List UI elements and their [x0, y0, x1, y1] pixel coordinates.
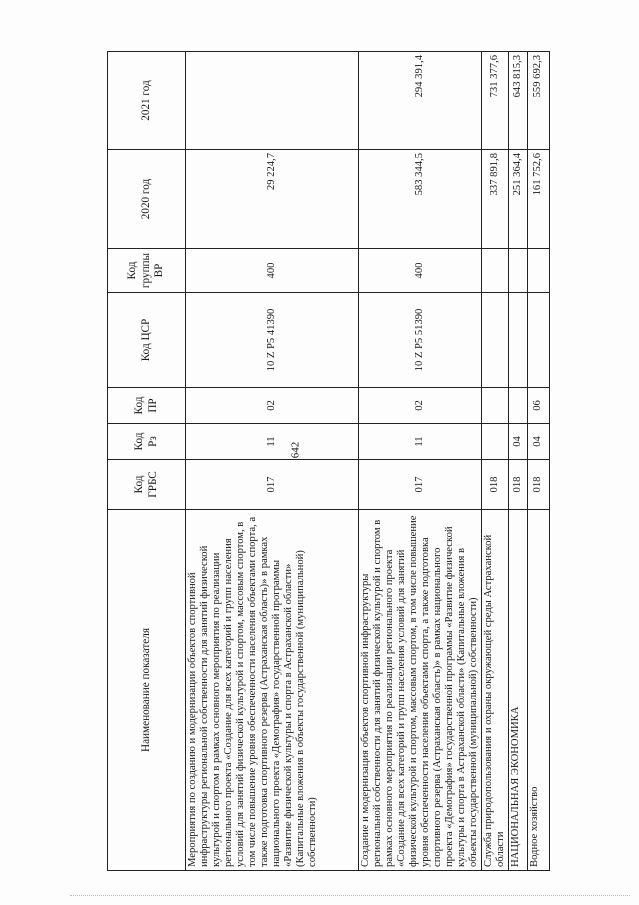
row-vr [481, 249, 508, 293]
page-number: 642 [289, 441, 302, 459]
row-csr [481, 293, 508, 388]
budget-table [107, 51, 550, 871]
row-rz: 11 [186, 424, 359, 460]
row-grbs: 017 [186, 460, 359, 510]
row-2020: 29 224,7 [186, 150, 359, 249]
row-2021: 559 692,3 [527, 52, 549, 150]
row-name: Создание и модернизация объектов спортивной инфраструктуры региональной собственности для занятий физической культурой и спортом в рамках основного мероприятия по реализации регионального проекта «Создание для всех категорий и групп населения условий для занятий физической культурой и спортом, массовым спортом, в том числе повышение уровня обеспеченности населения объектами спорта, а также подготовка спортивного резерва (Астраханская область)» в рамках национального проекта «Демография» государственной программы «Развитие физической культуры и спорта в Астраханской области» (Капитальные вложения в объекты государственной (муниципальной) собственности) [359, 510, 482, 871]
row-rz: 04 [527, 424, 549, 460]
header-pr: Код ПР [108, 388, 186, 424]
row-name: Служба природопользования и охраны окружающей среды Астраханской области [481, 510, 508, 871]
row-2020: 337 891,8 [481, 150, 508, 249]
scan-edge-mark [70, 895, 630, 897]
row-2021: 643 815,3 [508, 52, 527, 150]
header-name: Наименование показателя [108, 510, 186, 871]
header-csr: Код ЦСР [108, 293, 186, 388]
row-grbs: 018 [527, 460, 549, 510]
row-2021: 731 377,6 [481, 52, 508, 150]
table-row [359, 52, 482, 871]
row-2020: 583 344,5 [359, 150, 482, 249]
row-pr: 02 [186, 388, 359, 424]
row-pr: 02 [359, 388, 482, 424]
header-2021: 2021 год [108, 52, 186, 150]
table-row [527, 52, 549, 871]
header-2020: 2020 год [108, 150, 186, 249]
row-2021 [186, 52, 359, 150]
table-row [508, 52, 527, 871]
row-csr [527, 293, 549, 388]
row-rz: 04 [508, 424, 527, 460]
row-2021: 294 391,4 [359, 52, 482, 150]
row-2020: 251 364,4 [508, 150, 527, 249]
row-pr [481, 388, 508, 424]
row-pr: 06 [527, 388, 549, 424]
row-grbs: 018 [481, 460, 508, 510]
row-rz: 11 [359, 424, 482, 460]
table-header-row [108, 52, 186, 871]
budget-table-container [107, 52, 544, 871]
row-rz [481, 424, 508, 460]
row-vr [527, 249, 549, 293]
row-vr: 400 [359, 249, 482, 293]
row-2020: 161 752,6 [527, 150, 549, 249]
row-csr: 10 Z P5 41390 [186, 293, 359, 388]
header-rz: Код Рз [108, 424, 186, 460]
row-grbs: 018 [508, 460, 527, 510]
table-row [481, 52, 508, 871]
row-vr [508, 249, 527, 293]
row-pr [508, 388, 527, 424]
row-name: Водное хозяйство [527, 510, 549, 871]
row-csr [508, 293, 527, 388]
row-csr: 10 Z P5 51390 [359, 293, 482, 388]
header-vr: Код группы ВР [108, 249, 186, 293]
row-name: Мероприятия по созданию и модернизации объектов спортивной инфраструктуры региональной собственности для занятий физической культурой и спортом в рамках основного мероприятия по реализации регионального проекта «Создание для всех категорий и групп населения условий для занятий физической культурой и спортом, массовым спортом, в том числе повышение уровня обеспеченности населения объектами спорта, а также подготовка спортивного резерва (Астраханская область)» в рамках национального проекта «Демография» государственной программы «Развитие физической культуры и спорта в Астраханской области» (Капитальные вложения в объекты государственной (муниципальной) собственности) [186, 510, 359, 871]
header-grbs: Код ГРБС [108, 460, 186, 510]
row-grbs: 017 [359, 460, 482, 510]
row-vr: 400 [186, 249, 359, 293]
table-row [186, 52, 359, 871]
row-name: НАЦИОНАЛЬНАЯ ЭКОНОМИКА [508, 510, 527, 871]
